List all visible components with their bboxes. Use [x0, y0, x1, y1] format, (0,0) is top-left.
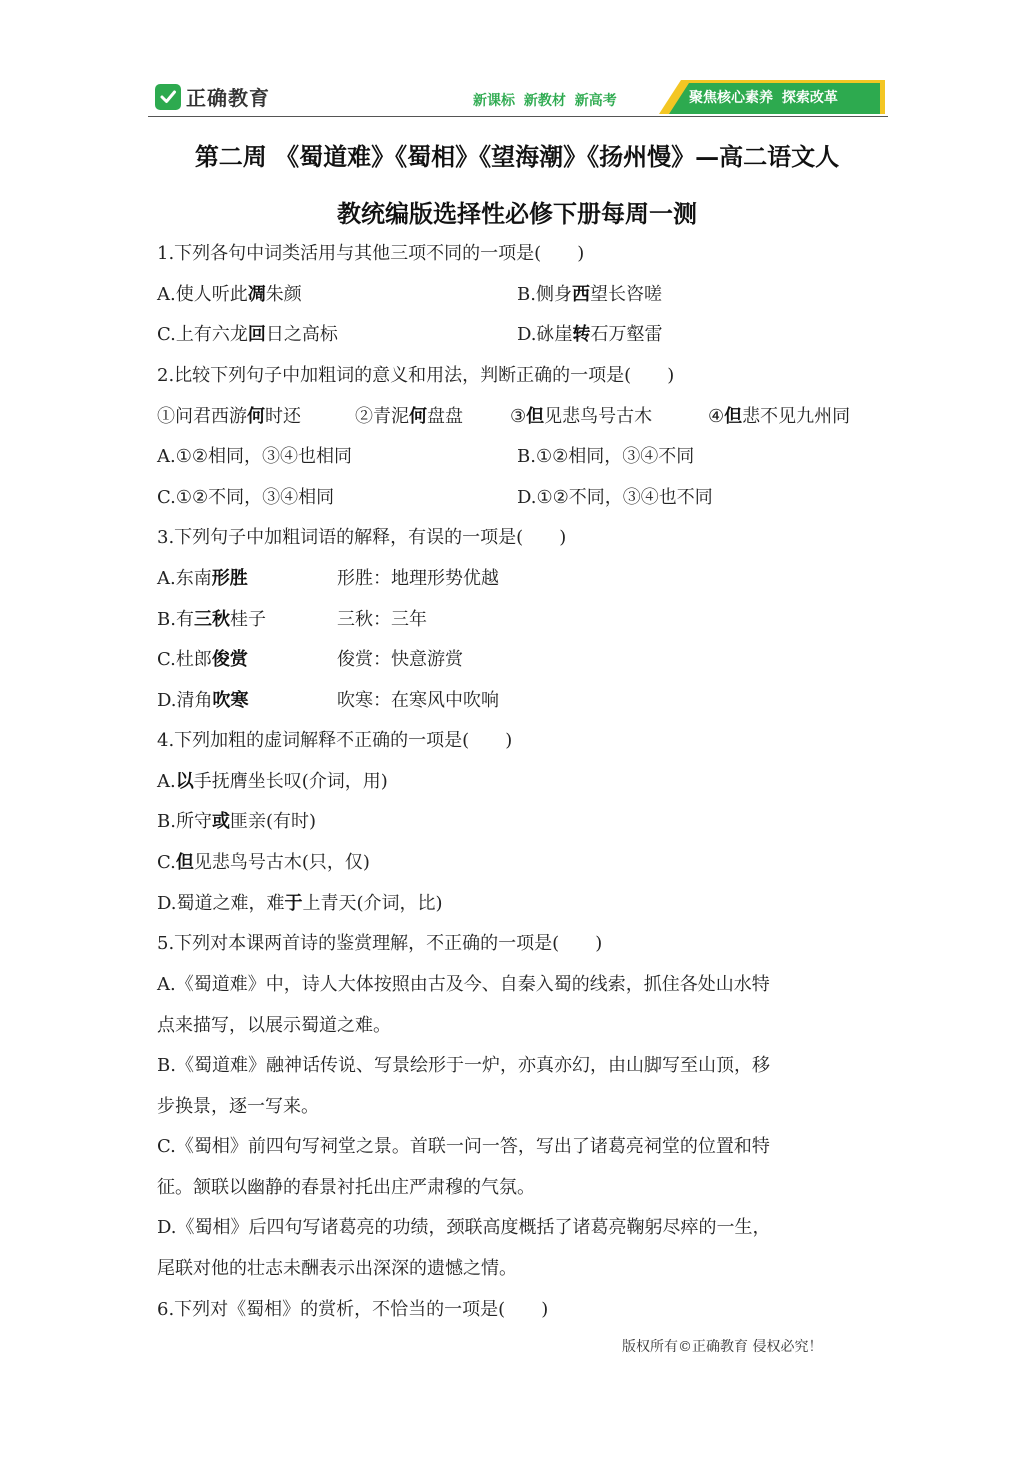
- header-banner: [645, 80, 885, 114]
- question-1-stem: 1.下列各句中词类活用与其他三项不同的一项是( ): [157, 243, 585, 264]
- q4-option-a: A.以手抚膺坐长叹(介词，用): [157, 771, 388, 792]
- brand-logo: [155, 82, 270, 111]
- header-slogan: 新课标 新教材 新高考: [473, 93, 617, 109]
- q3-option-b-definition: 三秋：三年: [337, 609, 427, 630]
- q4-option-d: D.蜀道之难，难于上青天(介词，比): [157, 893, 443, 914]
- q4-option-c: C.但见悲鸟号古木(只，仅): [157, 852, 370, 873]
- q2-sentence-3: ③但见悲鸟号古木: [510, 406, 653, 427]
- copyright-footer: 版权所有©正确教育 侵权必究！: [622, 1339, 823, 1355]
- q3-option-b: B.有三秋桂子: [157, 609, 266, 630]
- q3-option-c-definition: 俊赏：快意游赏: [337, 649, 463, 670]
- q5-option-c-line2: 征。颔联以幽静的春景衬托出庄严肃穆的气氛。: [157, 1177, 535, 1198]
- q2-sentence-2: ②青泥何盘盘: [355, 406, 463, 427]
- q3-option-a-definition: 形胜：地理形势优越: [337, 568, 499, 589]
- q2-option-b: B.①②相同，③④不同: [517, 446, 695, 467]
- q5-option-d-line2: 尾联对他的壮志未酬表示出深深的遗憾之情。: [157, 1258, 517, 1279]
- q3-option-c: C.杜郎俊赏: [157, 649, 248, 670]
- question-3-stem: 3.下列句子中加粗词语的解释，有误的一项是( ): [157, 527, 567, 548]
- page-title-line1: 第二周 《蜀道难》《蜀相》《望海潮》《扬州慢》—高二语文人: [194, 142, 840, 171]
- logo-text: 正确教育: [186, 86, 270, 110]
- question-6-stem: 6.下列对《蜀相》的赏析，不恰当的一项是( ): [157, 1299, 549, 1320]
- q5-option-a-line2: 点来描写，以展示蜀道之难。: [157, 1015, 391, 1036]
- q2-option-d: D.①②不同，③④也不同: [517, 487, 713, 508]
- q5-option-b-line1: B.《蜀道难》融神话传说、写景绘形于一炉，亦真亦幻，由山脚写至山顶，移: [157, 1055, 770, 1076]
- q2-option-c: C.①②不同，③④相同: [157, 487, 335, 508]
- q2-option-a: A.①②相同，③④也相同: [157, 446, 352, 467]
- page-title-line2: 教统编版选择性必修下册每周一测: [337, 199, 697, 228]
- q1-option-d: D.砯崖转石万壑雷: [517, 324, 663, 345]
- page-header: [155, 78, 888, 118]
- q5-option-d-line1: D.《蜀相》后四句写诸葛亮的功绩，颈联高度概括了诸葛亮鞠躬尽瘁的一生，: [157, 1217, 771, 1238]
- question-5-stem: 5.下列对本课两首诗的鉴赏理解，不正确的一项是( ): [157, 933, 603, 954]
- q5-option-b-line2: 步换景，逐一写来。: [157, 1096, 319, 1117]
- question-2-stem: 2.比较下列句子中加粗词的意义和用法，判断正确的一项是( ): [157, 365, 675, 386]
- q1-option-a: A.使人听此凋朱颜: [157, 284, 302, 305]
- q2-sentence-1: ①问君西游何时还: [157, 406, 301, 427]
- q5-option-a-line1: A.《蜀道难》中，诗人大体按照由古及今、自秦入蜀的线索，抓住各处山水特: [157, 974, 770, 995]
- q3-option-d-definition: 吹寒：在寒风中吹响: [337, 690, 499, 711]
- checkmark-icon: [155, 84, 181, 110]
- q1-option-c: C.上有六龙回日之高标: [157, 324, 338, 345]
- q2-sentence-4: ④但悲不见九州同: [708, 406, 851, 427]
- q4-option-b: B.所守或匪亲(有时): [157, 811, 316, 832]
- q5-option-c-line1: C.《蜀相》前四句写祠堂之景。首联一问一答，写出了诸葛亮祠堂的位置和特: [157, 1136, 770, 1157]
- question-4-stem: 4.下列加粗的虚词解释不正确的一项是( ): [157, 730, 513, 751]
- header-divider: [148, 116, 888, 117]
- q1-option-b: B.侧身西望长咨嗟: [517, 284, 662, 305]
- banner-text: 聚焦核心素养 探索改革: [689, 90, 838, 106]
- q3-option-a: A.东南形胜: [157, 568, 248, 589]
- q3-option-d: D.清角吹寒: [157, 690, 249, 711]
